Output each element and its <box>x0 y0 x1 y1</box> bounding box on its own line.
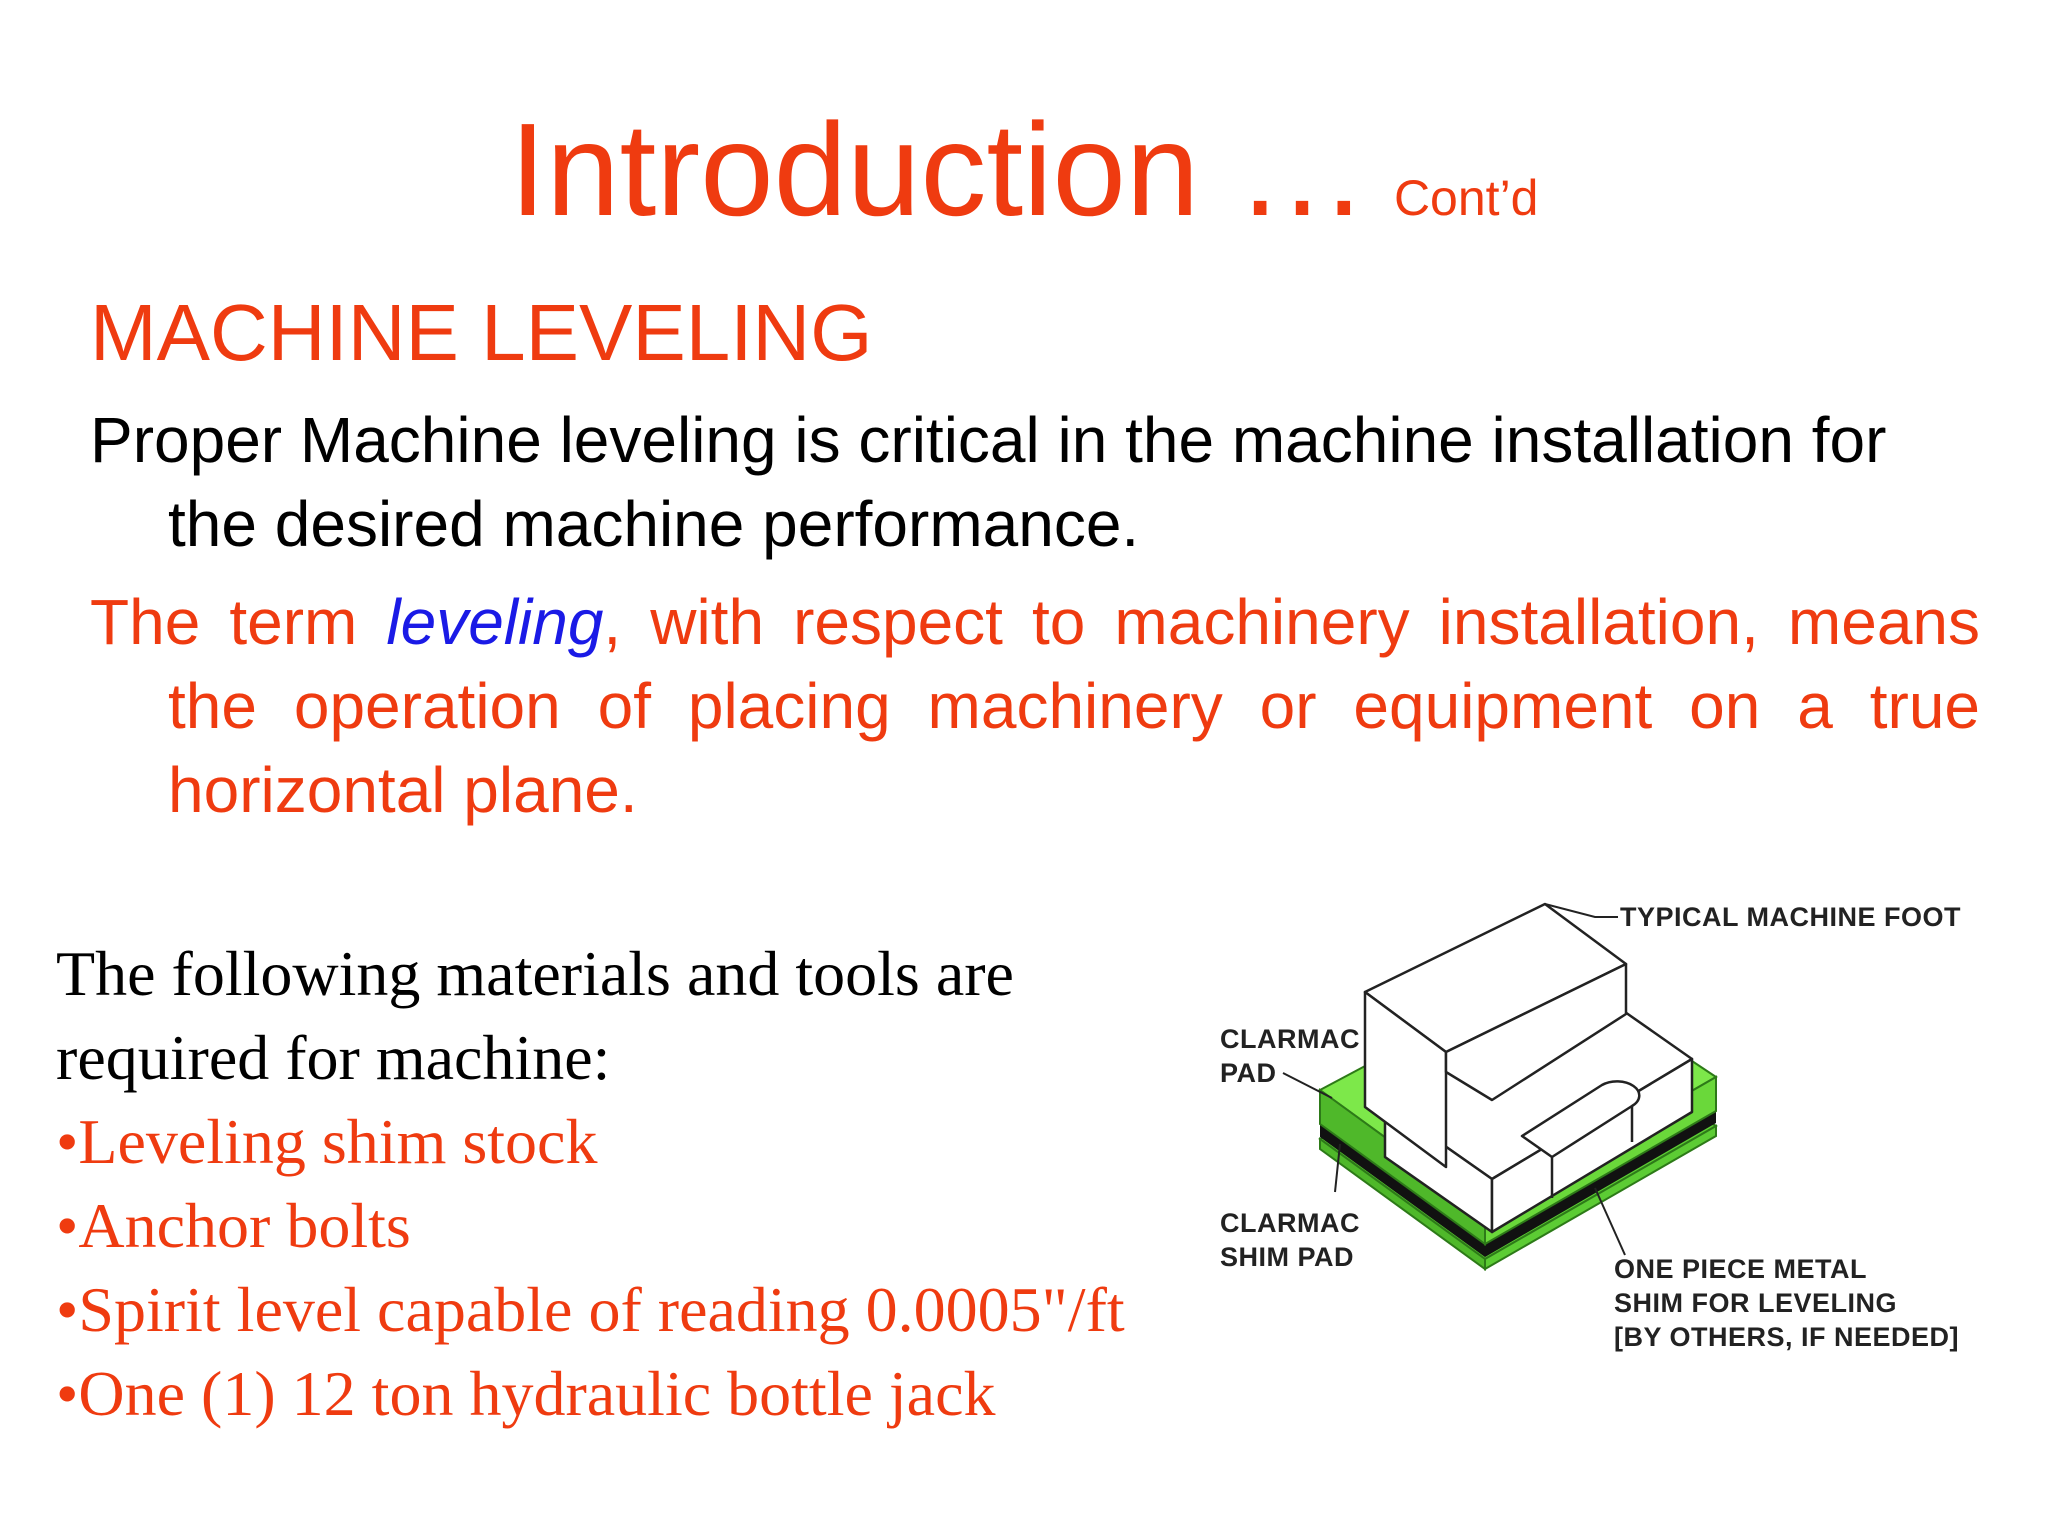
list-item: •One (1) 12 ton hydraulic bottle jack <box>56 1358 996 1429</box>
label-clarmac-shim-pad-line1: CLARMAC <box>1220 1208 1360 1238</box>
label-typical-machine-foot: TYPICAL MACHINE FOOT <box>1620 902 1962 932</box>
label-clarmac-shim-pad-line2: SHIM PAD <box>1220 1242 1355 1272</box>
materials-list <box>56 1100 1125 1436</box>
label-clarmac-pad-line2: PAD <box>1220 1058 1277 1088</box>
slide-title-main: Introduction … <box>509 96 1368 243</box>
paragraph-importance: Proper Machine leveling is critical in the machine installation for the desired machine performance. <box>90 404 1887 560</box>
label-metal-shim-line3: [BY OTHERS, IF NEEDED] <box>1614 1322 1960 1352</box>
list-item: •Spirit level capable of reading 0.0005"/ft <box>56 1274 1125 1345</box>
definition-keyword: leveling <box>386 586 604 658</box>
materials-block <box>56 932 1125 1436</box>
section-heading: MACHINE LEVELING <box>90 288 873 377</box>
list-item: •Leveling shim stock <box>56 1106 598 1177</box>
materials-intro: The following materials and tools are required for machine: <box>56 938 1014 1093</box>
definition-rest-text: , with respect to machinery installation, means the operation of placing machinery or equipment on a true horizontal plane. <box>168 586 1981 826</box>
slide-title-suffix: Cont’d <box>1393 170 1539 226</box>
definition-lead-text: The term <box>90 586 387 658</box>
list-item: •Anchor bolts <box>56 1190 411 1261</box>
label-metal-shim-line1: ONE PIECE METAL <box>1614 1254 1868 1284</box>
slide-title <box>0 95 2048 245</box>
machine-foot-diagram <box>1200 880 1980 1380</box>
label-metal-shim-line2: SHIM FOR LEVELING <box>1614 1288 1898 1318</box>
label-clarmac-pad-line1: CLARMAC <box>1220 1024 1360 1054</box>
paragraph-definition <box>90 580 1980 832</box>
